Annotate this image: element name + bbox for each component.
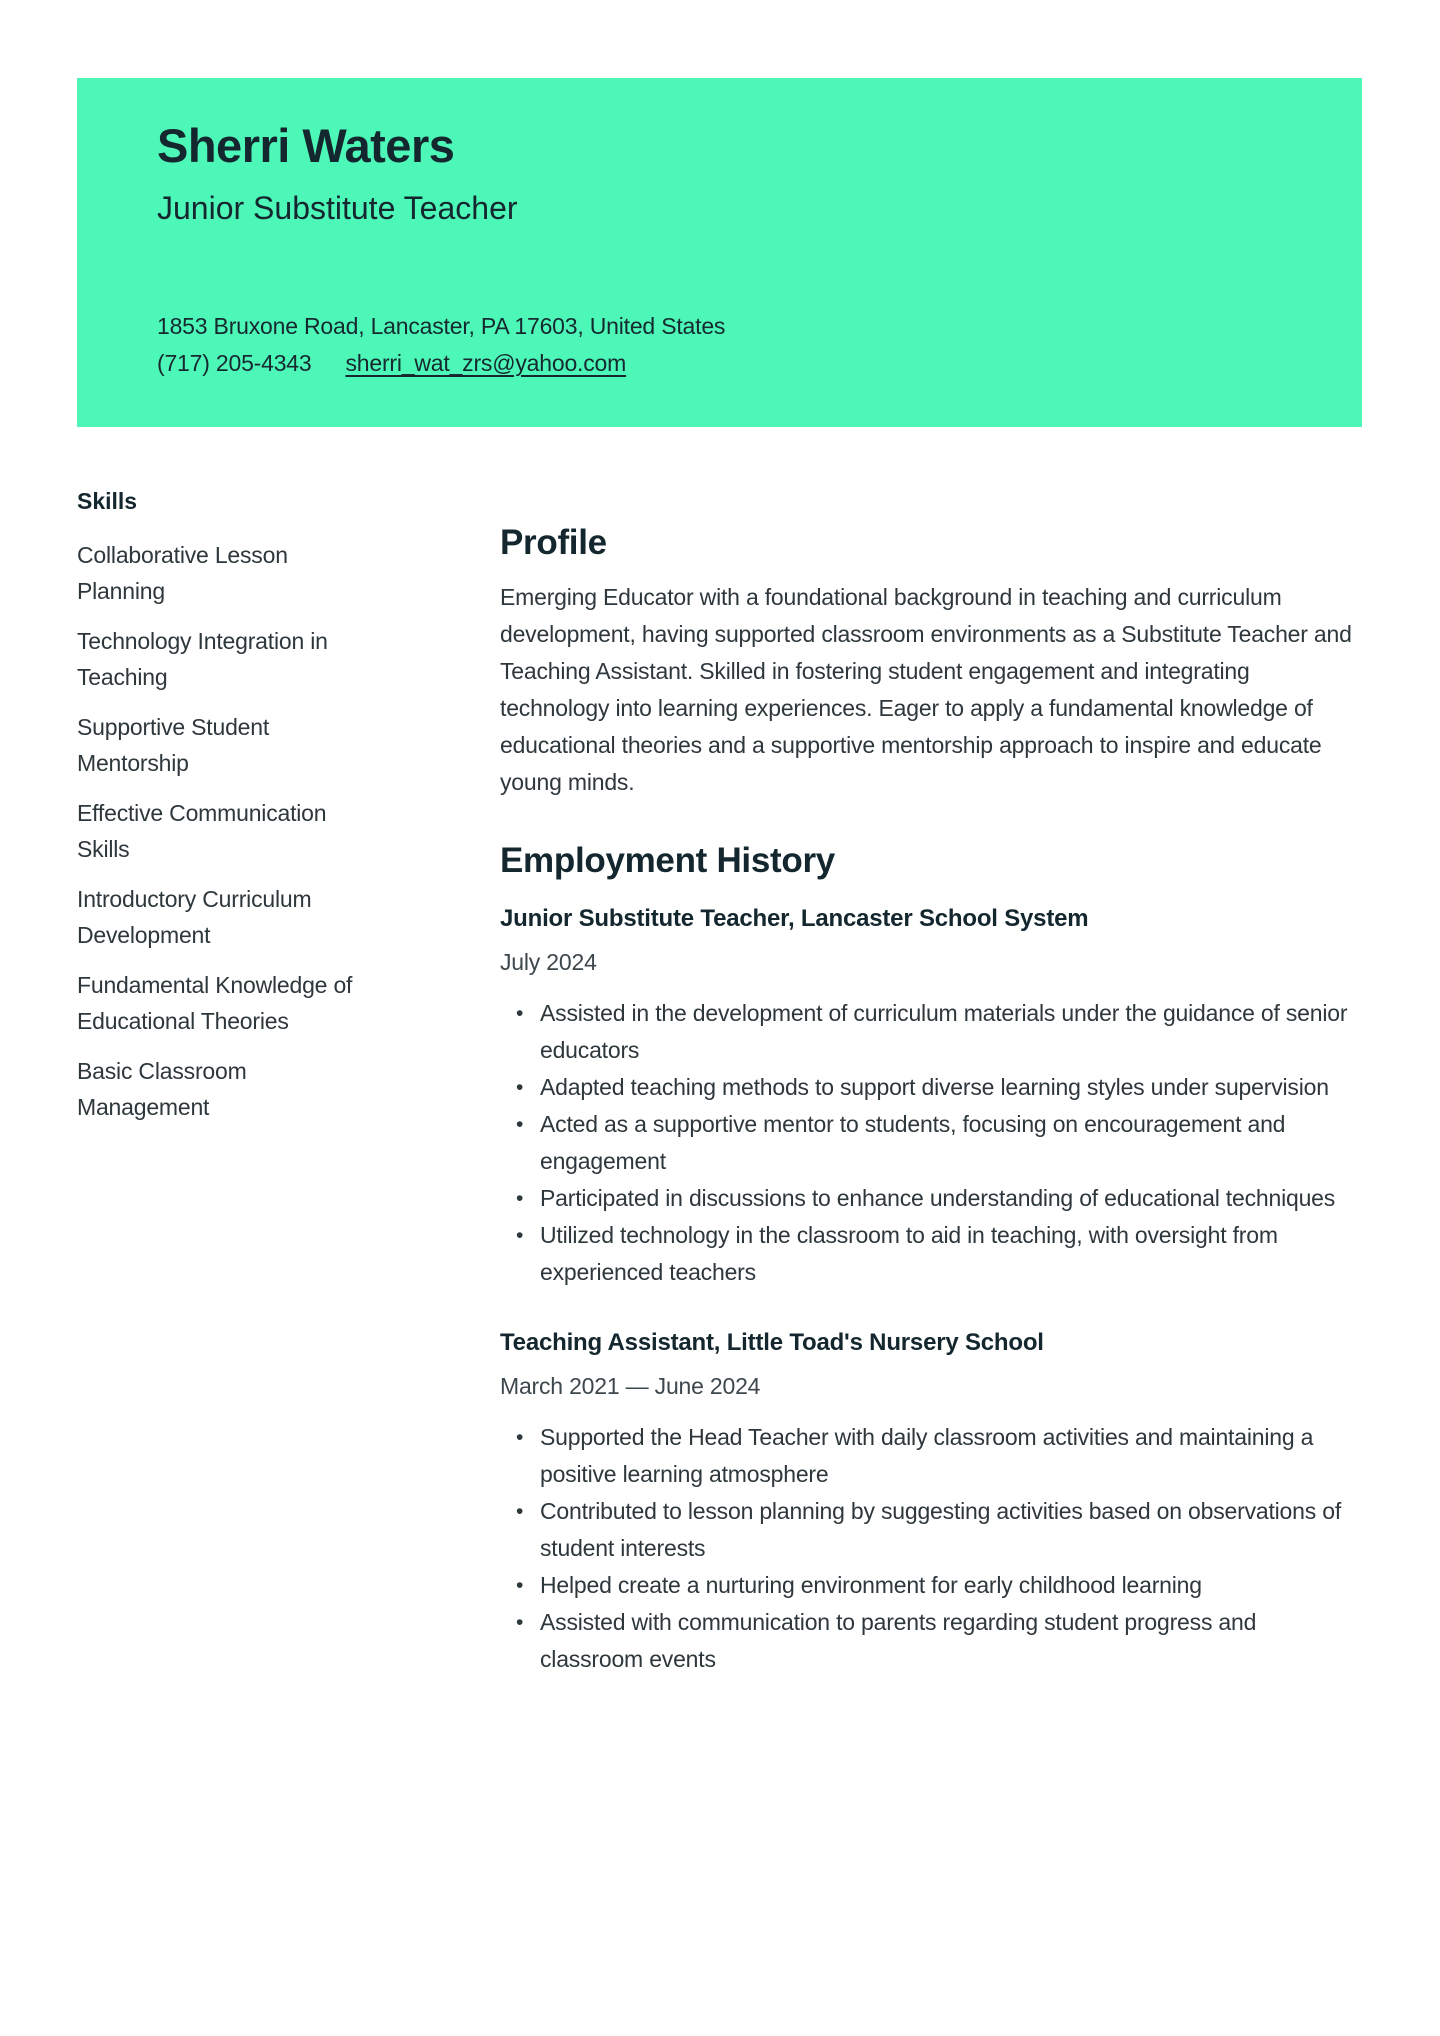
skills-heading: Skills	[77, 488, 138, 514]
profile-section	[500, 521, 1362, 801]
skill-item: Introductory Curriculum Development	[77, 886, 312, 948]
employment-heading: Employment History	[500, 841, 835, 880]
email-link[interactable]: sherri_wat_zrs@yahoo.com	[345, 350, 627, 376]
candidate-job-title: Junior Substitute Teacher	[157, 190, 518, 226]
skill-item: Fundamental Knowledge of Educational Theories	[77, 972, 353, 1034]
job-entry	[500, 1327, 1362, 1678]
address-text: 1853 Bruxone Road, Lancaster, PA 17603, United States	[157, 313, 726, 339]
profile-text: Emerging Educator with a foundational background in teaching and curriculum development, having supported classroom environments as a Substitute Teacher and Teaching Assistant. Skilled in fostering student engagement and integrating technology into learning experiences. Eager to apply a fundamental knowledge of educational theories and a supportive mentorship approach to inspire and educate young minds.	[500, 584, 1352, 795]
job-bullet: • Utilized technology in the classroom to aid in teaching, with oversight from experienced teachers	[500, 1217, 1362, 1291]
skills-sidebar	[77, 487, 377, 1139]
job-bullet: • Assisted with communication to parents regarding student progress and classroom events	[500, 1604, 1362, 1678]
job-bullet: • Helped create a nurturing environment for early childhood learning	[500, 1567, 1362, 1604]
job-bullet: • Contributed to lesson planning by suggesting activities based on observations of student interests	[500, 1493, 1362, 1567]
job-bullet: • Supported the Head Teacher with daily classroom activities and maintaining a positive learning atmosphere	[500, 1419, 1362, 1493]
jobs-list	[500, 903, 1362, 1678]
skill-item: Technology Integration in Teaching	[77, 628, 328, 690]
candidate-name: Sherri Waters	[157, 119, 455, 172]
main-column	[500, 487, 1362, 1678]
job-bullet-list	[500, 1419, 1362, 1678]
skill-item: Supportive Student Mentorship	[77, 714, 270, 776]
job-bullet: • Participated in discussions to enhance understanding of educational techniques	[500, 1180, 1362, 1217]
job-bullet-list	[500, 995, 1362, 1291]
job-entry	[500, 903, 1362, 1291]
job-bullet: • Acted as a supportive mentor to students, focusing on encouragement and engagement	[500, 1106, 1362, 1180]
job-title: Teaching Assistant, Little Toad's Nursery School	[500, 1329, 1044, 1356]
skill-item: Effective Communication Skills	[77, 800, 327, 862]
resume-header	[77, 78, 1362, 427]
job-bullet: • Assisted in the development of curriculum materials under the guidance of senior educators	[500, 995, 1362, 1069]
phone-email-row	[157, 345, 1302, 382]
resume-body	[77, 487, 1362, 1678]
skill-item: Basic Classroom Management	[77, 1058, 247, 1120]
employment-section	[500, 839, 1362, 1678]
job-title: Junior Substitute Teacher, Lancaster School System	[500, 905, 1089, 932]
address-row	[157, 308, 1302, 345]
phone-text: (717) 205-4343	[157, 350, 312, 376]
skills-list	[77, 537, 377, 1125]
job-dates: July 2024	[500, 949, 597, 975]
skill-item: Collaborative Lesson Planning	[77, 542, 288, 604]
contact-block	[157, 308, 1302, 382]
profile-heading: Profile	[500, 523, 607, 562]
job-dates: March 2021 — June 2024	[500, 1373, 761, 1399]
job-bullet: • Adapted teaching methods to support diverse learning styles under supervision	[500, 1069, 1362, 1106]
